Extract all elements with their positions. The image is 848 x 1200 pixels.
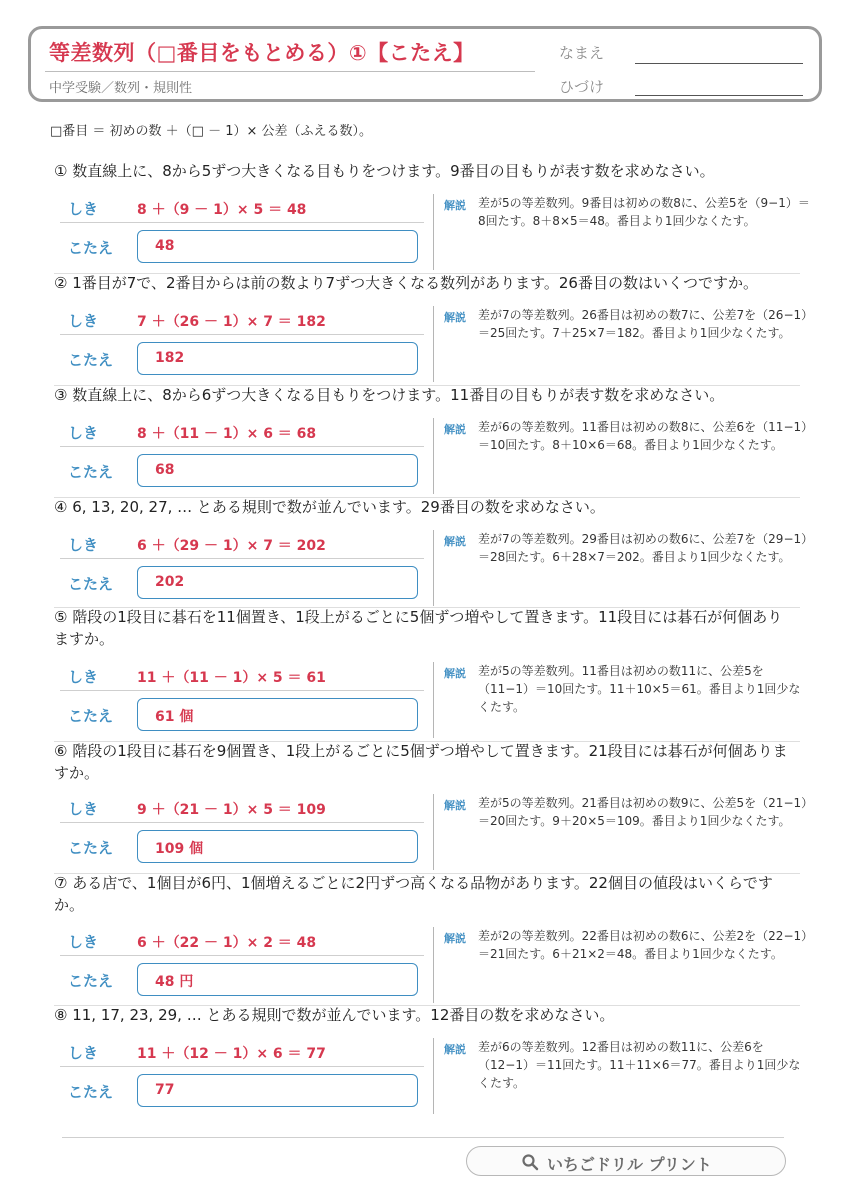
answer-value: 48 円 — [155, 974, 194, 990]
answer-value: 68 — [155, 462, 175, 478]
explanation-text: 差が5の等差数列。9番目は初めの数8に、公差5を（9−1）＝8回たす。8＋8×5＝48。番目より1回少なくたす。 — [478, 196, 810, 228]
question-text: ⑧ 11, 17, 23, 29, … とある規則で数が並んでいます。12番目の数を求めなさい。 — [54, 1006, 615, 1024]
answer-box[interactable] — [137, 698, 418, 731]
expression-underline — [60, 334, 424, 335]
expression: 6 ＋（29 － 1）× 7 ＝ 202 — [137, 538, 326, 554]
date-field-line[interactable] — [635, 95, 803, 96]
expression: 8 ＋（9 － 1）× 5 ＝ 48 — [137, 202, 307, 218]
brand-label: いちごドリル プリント — [547, 1155, 712, 1174]
page-title: 等差数列（□番目をもとめる）①【こたえ】 — [49, 41, 475, 65]
answer-value: 61 個 — [155, 709, 194, 725]
kotae-label: こたえ — [68, 839, 114, 857]
kotae-label: こたえ — [68, 972, 114, 990]
answer-box[interactable] — [137, 1074, 418, 1107]
column-divider — [433, 306, 434, 382]
expression-underline — [60, 1066, 424, 1067]
question-text: ⑤ 階段の1段目に碁石を11個置き、1段上がるごとに5個ずつ増やして置きます。11段目には碁石が何個ありますか。 — [54, 608, 783, 648]
answer-box[interactable] — [137, 830, 418, 863]
answer-box[interactable] — [137, 566, 418, 599]
expression: 6 ＋（22 － 1）× 2 ＝ 48 — [137, 935, 317, 951]
answer-value: 77 — [155, 1082, 175, 1098]
worksheet-header — [28, 26, 822, 102]
formula-note: □番目 ＝ 初めの数 ＋（□ － 1）× 公差（ふえる数）。 — [50, 124, 373, 139]
expression-underline — [60, 222, 424, 223]
kotae-label: こたえ — [68, 463, 114, 481]
expression-underline — [60, 822, 424, 823]
question-text: ⑦ ある店で、1個目が6円、1個増えるごとに2円ずつ高くなる品物があります。22個目の値段はいくらですか。 — [54, 874, 773, 914]
question-text: ④ 6, 13, 20, 27, … とある規則で数が並んでいます。29番目の数を求めなさい。 — [54, 498, 605, 516]
question-text: ⑥ 階段の1段目に碁石を9個置き、1段上がるごとに5個ずつ増やして置きます。21段目には碁石が何個ありますか。 — [54, 742, 788, 782]
kotae-label: こたえ — [68, 239, 114, 257]
question-text: ③ 数直線上に、8から6ずつ大きくなる目もりをつけます。11番目の目もりが表す数を求めなさい。 — [54, 386, 725, 404]
kotae-label: こたえ — [68, 351, 114, 369]
expression: 7 ＋（26 － 1）× 7 ＝ 182 — [137, 314, 326, 330]
search-icon — [521, 1153, 539, 1171]
kotae-label: こたえ — [68, 575, 114, 593]
answer-box[interactable] — [137, 230, 418, 263]
question-text: ② 1番目が7で、2番目からは前の数より7ずつ大きくなる数列があります。26番目の数はいくつですか。 — [54, 274, 758, 292]
column-divider — [433, 418, 434, 494]
name-field-line[interactable] — [635, 63, 803, 64]
shiki-label: しき — [68, 800, 99, 818]
expression: 9 ＋（21 － 1）× 5 ＝ 109 — [137, 802, 326, 818]
shiki-label: しき — [68, 1044, 99, 1062]
answer-value: 109 個 — [155, 841, 204, 857]
explanation-text: 差が5の等差数列。11番目は初めの数11に、公差5を（11−1）＝10回たす。11＋10×5＝61。番目より1回少なくたす。 — [478, 664, 801, 714]
explanation-text: 差が6の等差数列。11番目は初めの数8に、公差6を（11−1）＝10回たす。8＋10×6＝68。番目より1回少なくたす。 — [478, 420, 808, 452]
shiki-label: しき — [68, 933, 99, 951]
column-divider — [433, 1038, 434, 1114]
expression: 11 ＋（12 － 1）× 6 ＝ 77 — [137, 1046, 326, 1062]
explanation-text: 差が7の等差数列。26番目は初めの数7に、公差7を（26−1）＝25回たす。7＋25×7＝182。番目より1回少なくたす。 — [478, 308, 808, 340]
explanation-heading: 解説 — [444, 423, 466, 436]
explanation-heading: 解説 — [444, 932, 466, 945]
question-text: ① 数直線上に、8から5ずつ大きくなる目もりをつけます。9番目の目もりが表す数を求めなさい。 — [54, 162, 715, 180]
column-divider — [433, 794, 434, 870]
page-subtitle: 中学受験／数列・規則性 — [49, 81, 193, 96]
expression-underline — [60, 955, 424, 956]
column-divider — [433, 530, 434, 606]
expression-underline — [60, 690, 424, 691]
column-divider — [433, 927, 434, 1003]
column-divider — [433, 662, 434, 738]
explanation-text: 差が7の等差数列。29番目は初めの数6に、公差7を（29−1）＝28回たす。6＋28×7＝202。番目より1回少なくたす。 — [478, 532, 808, 564]
shiki-label: しき — [68, 200, 99, 218]
shiki-label: しき — [68, 668, 99, 686]
title-divider — [45, 71, 535, 72]
column-divider — [433, 194, 434, 270]
explanation-text: 差が2の等差数列。22番目は初めの数6に、公差2を（22−1）＝21回たす。6＋21×2＝48。番目より1回少なくたす。 — [478, 929, 808, 961]
shiki-label: しき — [68, 424, 99, 442]
name-label: なまえ — [559, 44, 605, 62]
explanation-heading: 解説 — [444, 311, 466, 324]
expression: 8 ＋（11 － 1）× 6 ＝ 68 — [137, 426, 317, 442]
answer-value: 202 — [155, 574, 185, 590]
explanation-heading: 解説 — [444, 1043, 466, 1056]
kotae-label: こたえ — [68, 1083, 114, 1101]
answer-value: 182 — [155, 350, 185, 366]
answer-box[interactable] — [137, 342, 418, 375]
explanation-text: 差が6の等差数列。12番目は初めの数11に、公差6を（12−1）＝11回たす。11＋11×6＝77。番目より1回少なくたす。 — [478, 1040, 801, 1090]
explanation-heading: 解説 — [444, 199, 466, 212]
date-label: ひづけ — [559, 78, 605, 96]
expression-underline — [60, 558, 424, 559]
shiki-label: しき — [68, 312, 99, 330]
footer-divider — [62, 1137, 784, 1138]
expression: 11 ＋（11 － 1）× 5 ＝ 61 — [137, 670, 326, 686]
kotae-label: こたえ — [68, 707, 114, 725]
answer-value: 48 — [155, 238, 175, 254]
explanation-heading: 解説 — [444, 799, 466, 812]
answer-box[interactable] — [137, 454, 418, 487]
brand-search-button[interactable] — [466, 1146, 786, 1176]
shiki-label: しき — [68, 536, 99, 554]
explanation-heading: 解説 — [444, 667, 466, 680]
explanation-text: 差が5の等差数列。21番目は初めの数9に、公差5を（21−1）＝20回たす。9＋20×5＝109。番目より1回少なくたす。 — [478, 796, 808, 828]
expression-underline — [60, 446, 424, 447]
answer-box[interactable] — [137, 963, 418, 996]
explanation-heading: 解説 — [444, 535, 466, 548]
